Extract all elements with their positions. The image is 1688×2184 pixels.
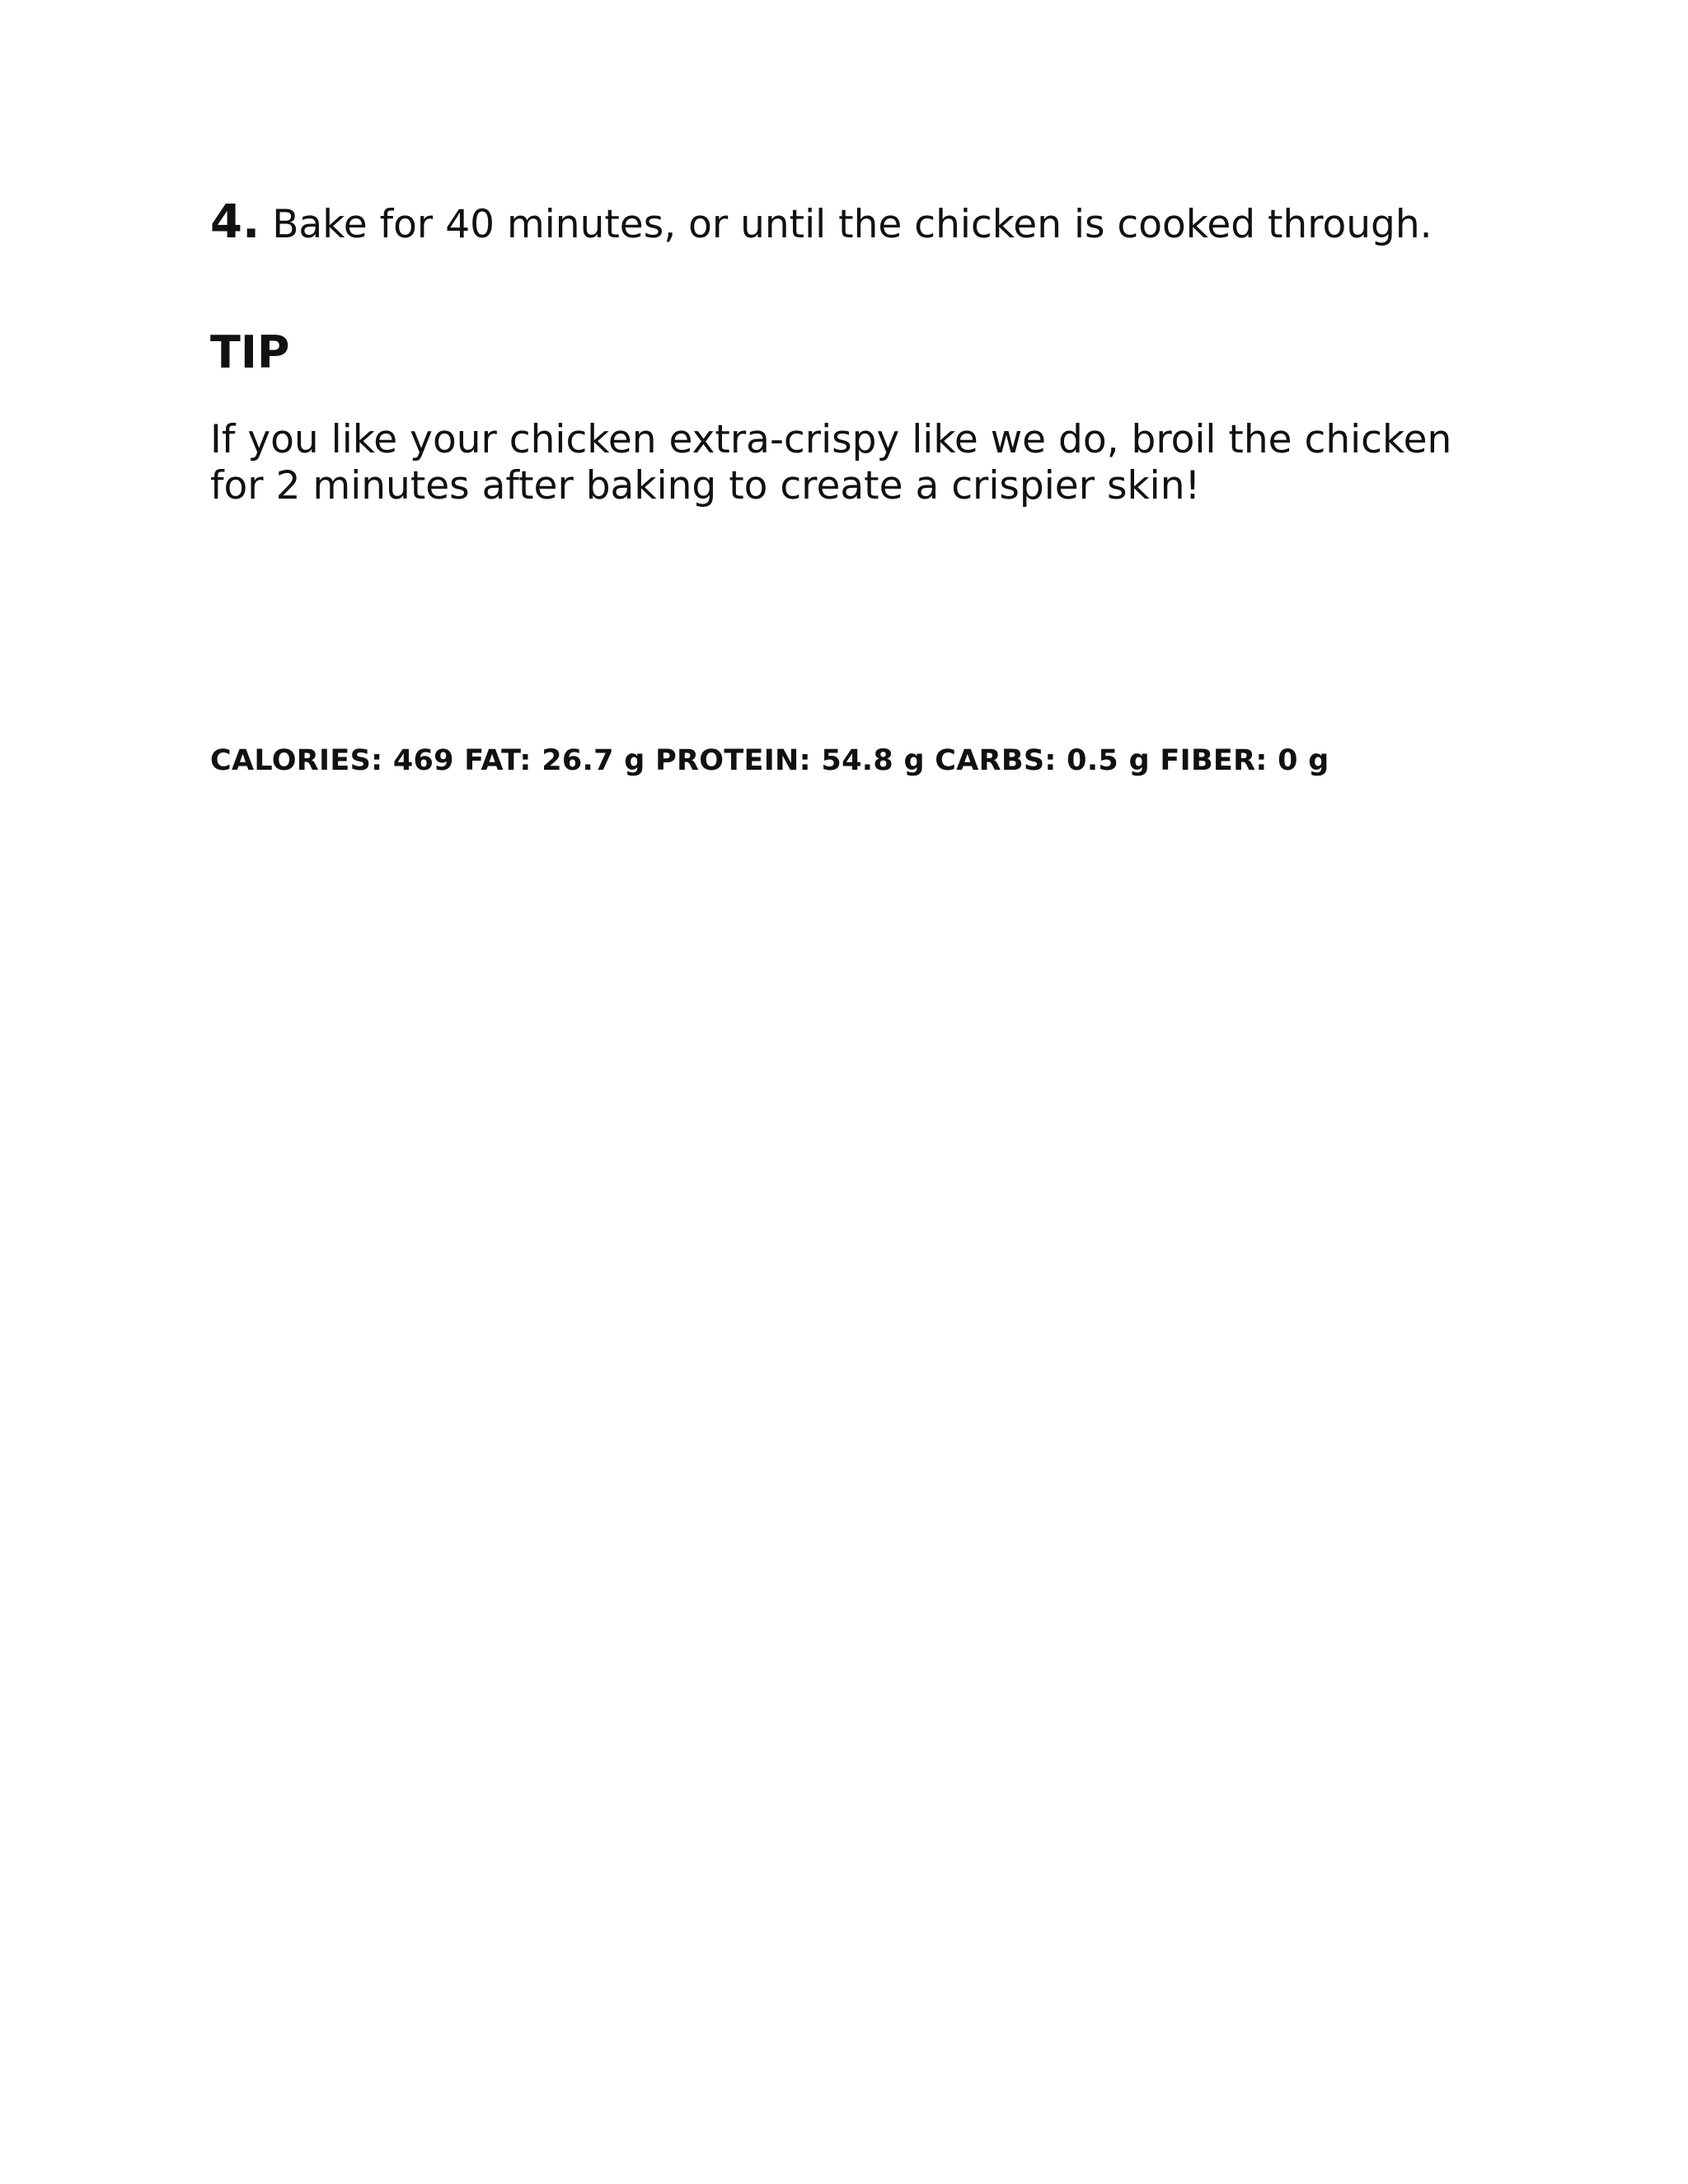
- nutrition-facts: CALORIES: 469 FAT: 26.7 g PROTEIN: 54.8 g CARBS: 0.5 g FIBER: 0 g: [210, 744, 1329, 777]
- step-number: 4.: [210, 195, 260, 249]
- instruction-step: [210, 194, 1529, 250]
- tip-body: If you like your chicken extra-crispy like we do, broil the chicken for 2 minutes after baking to create a crispier skin!: [210, 417, 1452, 509]
- step-text: Bake for 40 minutes, or until the chicken is cooked through.: [260, 202, 1432, 247]
- tip-heading: TIP: [210, 326, 290, 378]
